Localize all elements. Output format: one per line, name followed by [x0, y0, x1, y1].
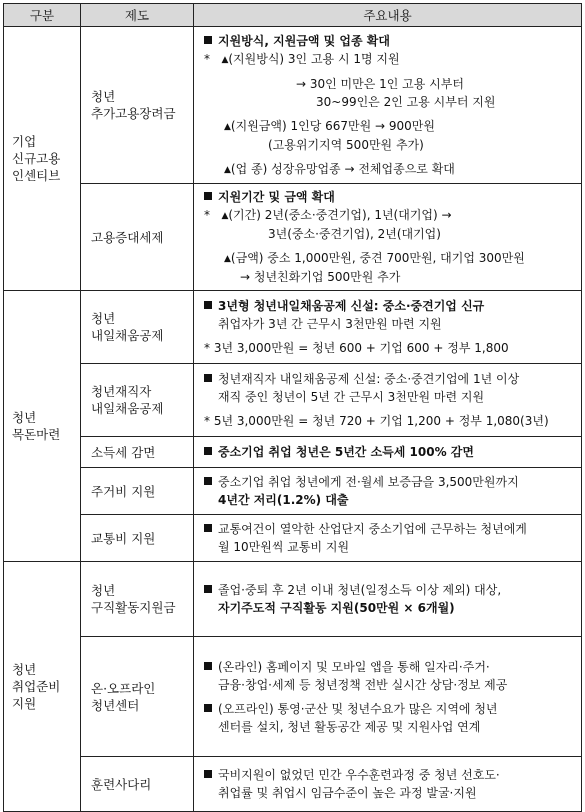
- table-row: [4, 515, 582, 562]
- program-details: 지원기간 및 금액 확대 * ▲(기간) 2년(중소·중견기업), 1년(대기업) → 3년(중소·중견기업), 2년(대기업) ▲(금액) 중소 1,000만원, 중견 700만원, 대기업 300만원 → 청년친화기업 500만원 추가: [194, 184, 582, 291]
- table-row: [4, 468, 582, 515]
- table-row: [4, 184, 582, 291]
- program-name: 고용증대세제: [81, 184, 194, 291]
- group-label-1: 기업 신규고용 인센티브: [4, 27, 81, 291]
- bullet-icon: [204, 770, 212, 778]
- bullet-icon: [204, 374, 212, 382]
- bullet-icon: [204, 585, 212, 593]
- bullet-icon: [204, 477, 212, 485]
- program-details: 지원방식, 지원금액 및 업종 확대 * ▲(지원방식) 3인 고용 시 1명 지원 → 30인 미만은 1인 고용 시부터 30~99인은 2인 고용 시부터 지원 ▲(지원금액) 1인당 667만원 → 900만원 (고용위기지역 500만원 추가) ▲(업 종) 성장유망업종 → 전체업종으로 확대: [194, 27, 582, 184]
- table-row: [4, 562, 582, 637]
- program-name: 주거비 지원: [81, 468, 194, 515]
- program-name: 소득세 감면: [81, 437, 194, 468]
- bullet-icon: [204, 524, 212, 532]
- table-row: [4, 757, 582, 812]
- table-row: [4, 291, 582, 364]
- bullet-icon: [204, 662, 212, 670]
- bullet-icon: [204, 447, 212, 455]
- program-details: 청년재직자 내일채움공제 신설: 중소·중견기업에 1년 이상 재직 중인 청년이 5년 간 근무시 3천만원 마련 지원 * 5년 3,000만원 = 청년 720 + 기업 1,200 + 정부 1,080(3년): [194, 364, 582, 437]
- policy-table: [3, 3, 582, 812]
- triangle-icon: ▲: [224, 121, 231, 132]
- program-details: 교통여건이 열악한 산업단지 중소기업에 근무하는 청년에게 월 10만원씩 교통비 지원: [194, 515, 582, 562]
- table-row: [4, 637, 582, 757]
- triangle-icon: ▲: [224, 164, 231, 175]
- program-name: 청년 내일채움공제: [81, 291, 194, 364]
- program-details: 졸업·중퇴 후 2년 이내 청년(일정소득 이상 제외) 대상, 자기주도적 구직활동 지원(50만원 × 6개월): [194, 562, 582, 637]
- program-details: 중소기업 취업 청년은 5년간 소득세 100% 감면: [194, 437, 582, 468]
- header-row: [4, 4, 582, 27]
- header-program: 제도: [81, 4, 194, 27]
- program-name: 온·오프라인 청년센터: [81, 637, 194, 757]
- table-row: [4, 27, 582, 184]
- group-label-3: 청년 취업준비 지원: [4, 562, 81, 812]
- bullet-icon: [204, 36, 212, 44]
- bullet-icon: [204, 704, 212, 712]
- table-row: [4, 364, 582, 437]
- table-row: [4, 437, 582, 468]
- program-name: 교통비 지원: [81, 515, 194, 562]
- triangle-icon: ▲: [224, 254, 231, 264]
- program-name: 청년 구직활동지원금: [81, 562, 194, 637]
- bullet-icon: [204, 192, 212, 200]
- triangle-icon: ▲: [221, 54, 229, 65]
- header-details: 주요내용: [194, 4, 582, 27]
- program-details: (온라인) 홈페이지 및 모바일 앱을 통해 일자리·주거· 금융·창업·세제 등 청년정책 전반 실시간 상담·정보 제공 (오프라인) 통영·군산 및 청년수요가 많은 지역에 청년 센터를 설치, 청년 활동공간 제공 및 지원사업 연계: [194, 637, 582, 757]
- header-category: 구분: [4, 4, 81, 27]
- program-name: 훈련사다리: [81, 757, 194, 812]
- group-label-2: 청년 목돈마련: [4, 291, 81, 562]
- program-details: 3년형 청년내일채움공제 신설: 중소·중견기업 신규 취업자가 3년 간 근무시 3천만원 마련 지원 * 3년 3,000만원 = 청년 600 + 기업 600 + 정부 1,800: [194, 291, 582, 364]
- bullet-icon: [204, 301, 212, 309]
- program-details: 국비지원이 없었던 민간 우수훈련과정 중 청년 선호도· 취업률 및 취업시 임금수준이 높은 과정 발굴·지원: [194, 757, 582, 812]
- triangle-icon: ▲: [221, 211, 229, 221]
- program-name: 청년 추가고용장려금: [81, 27, 194, 184]
- program-name: 청년재직자 내일채움공제: [81, 364, 194, 437]
- program-details: 중소기업 취업 청년에게 전·월세 보증금을 3,500만원까지 4년간 저리(1.2%) 대출: [194, 468, 582, 515]
